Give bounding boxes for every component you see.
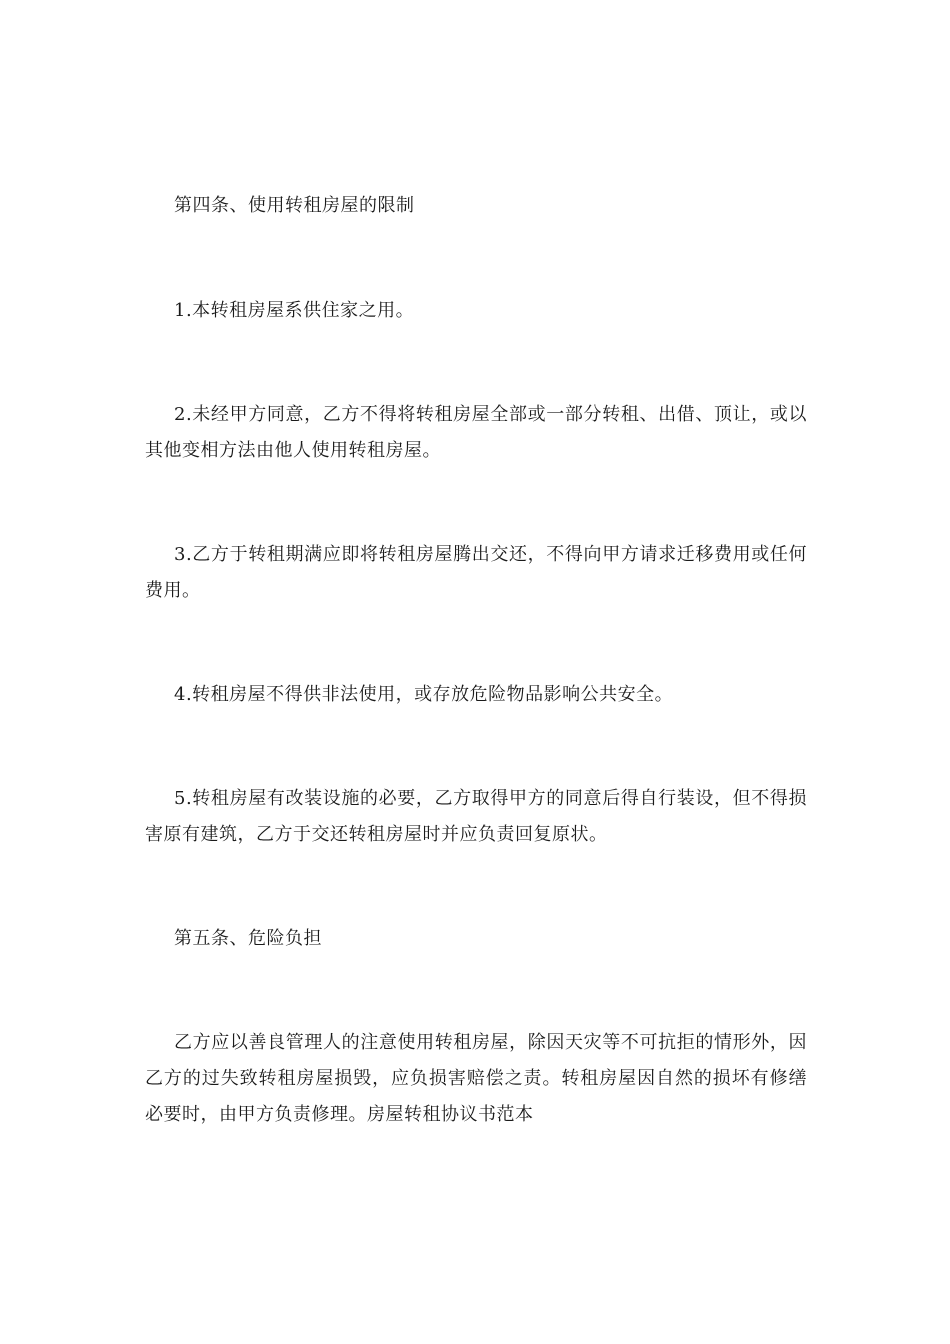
clause-2: 2.未经甲方同意，乙方不得将转租房屋全部或一部分转租、出借、顶让，或以其他变相方法由他人使用转租房屋。 [145, 404, 807, 461]
clause-4: 4.转租房屋不得供非法使用，或存放危险物品影响公共安全。 [174, 684, 674, 705]
clause-5: 5.转租房屋有改装设施的必要，乙方取得甲方的同意后得自行装设，但不得损害原有建筑，乙方于交还转租房屋时并应负责回复原状。 [145, 788, 807, 845]
clause-3: 3.乙方于转租期满应即将转租房屋腾出交还，不得向甲方请求迁移费用或任何费用。 [145, 544, 807, 601]
section-heading-article-5: 第五条、危险负担 [174, 928, 322, 949]
section-heading-article-4: 第四条、使用转租房屋的限制 [174, 195, 415, 216]
article-5-body: 乙方应以善良管理人的注意使用转租房屋，除因天灾等不可抗拒的情形外，因乙方的过失致转租房屋损毁，应负损害赔偿之责。转租房屋因自然的损坏有修缮必要时，由甲方负责修理。房屋转租协议书范本 [145, 1032, 807, 1125]
clause-1: 1.本转租房屋系供住家之用。 [174, 300, 415, 321]
